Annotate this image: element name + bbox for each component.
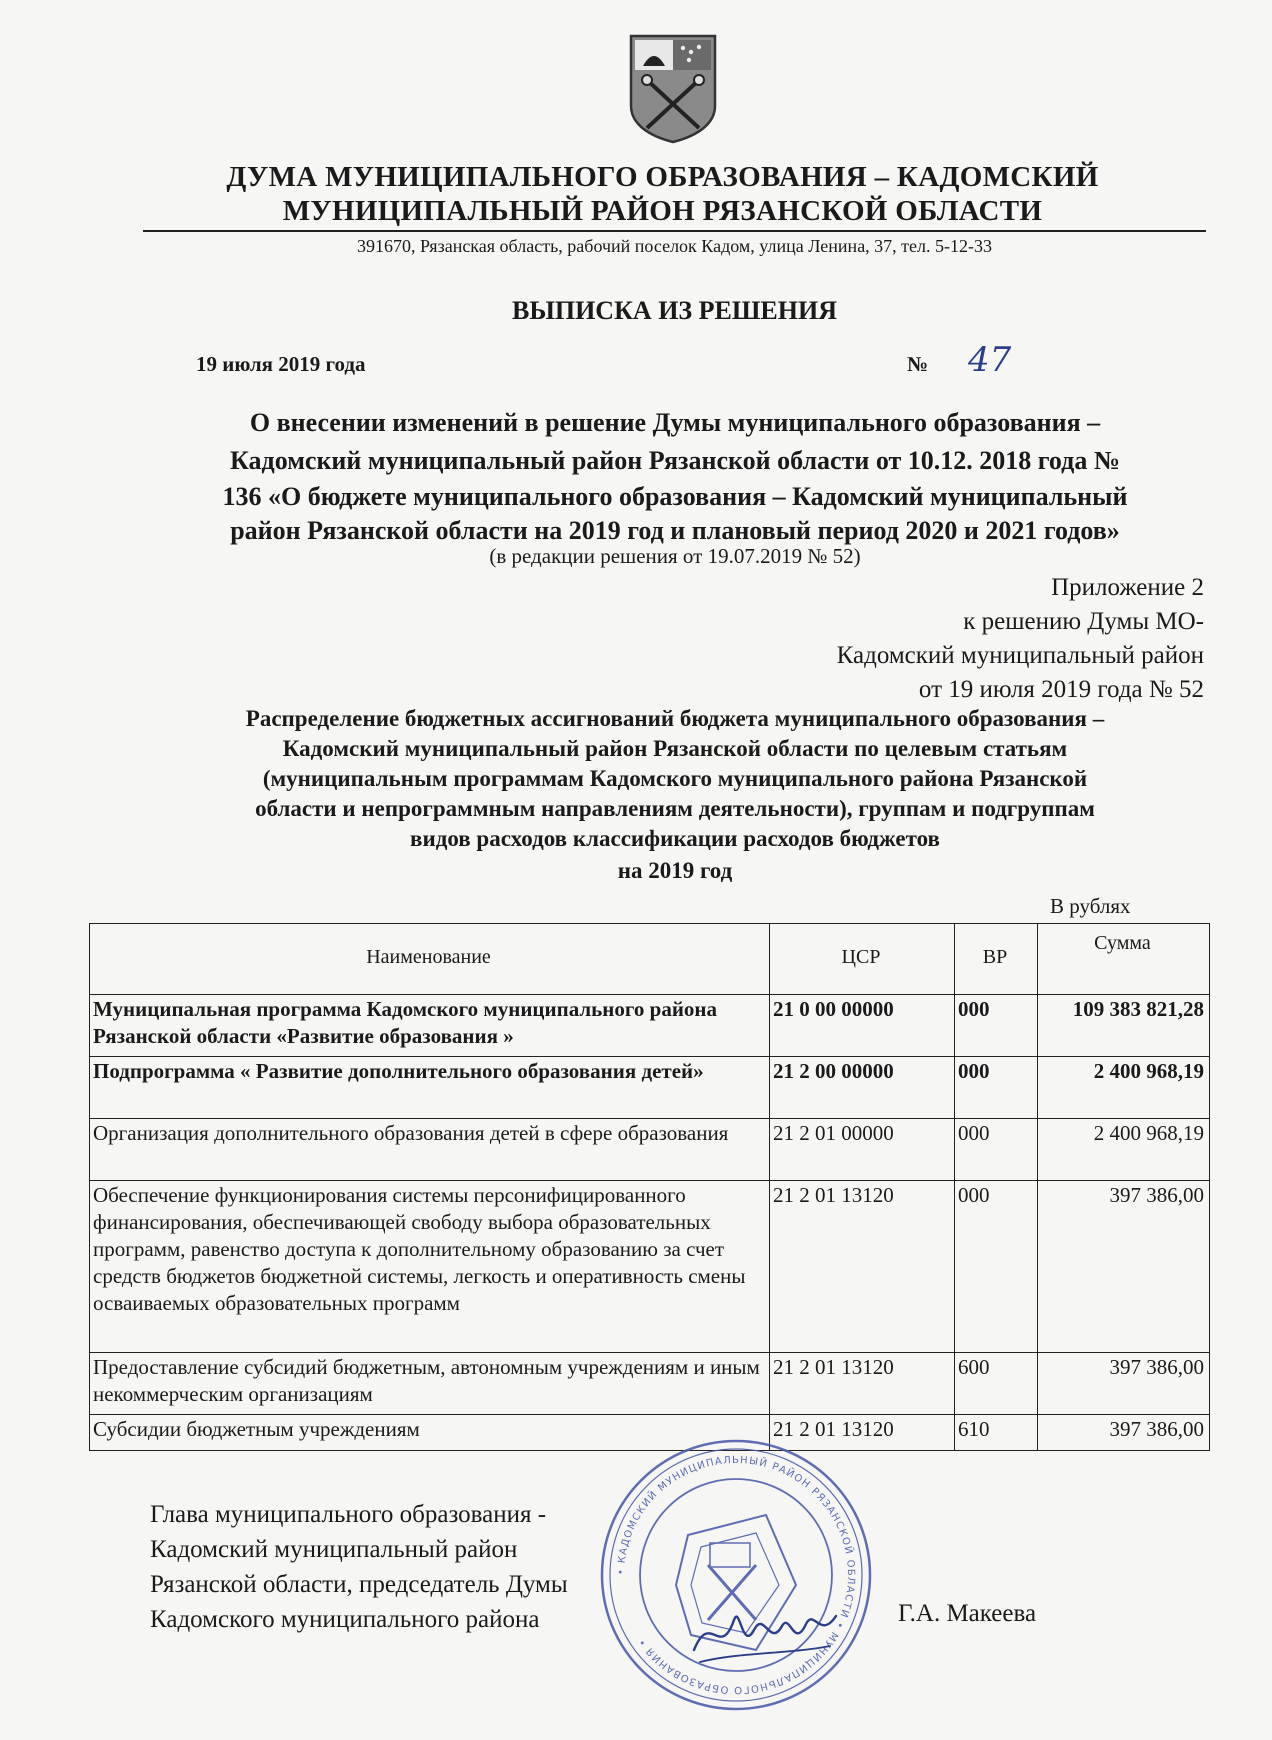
column-header-name: Наименование bbox=[90, 924, 770, 995]
document-type: ВЫПИСКА ИЗ РЕШЕНИЯ bbox=[511, 296, 837, 325]
document-number-label: № bbox=[907, 352, 929, 376]
subject-line-4: район Рязанской области на 2019 год и плановый период 2020 и 2021 годов» bbox=[230, 516, 1120, 545]
cell-sum: 2 400 968,19 bbox=[1038, 1119, 1210, 1181]
cell-sum: 2 400 968,19 bbox=[1038, 1057, 1210, 1119]
appendix-line-2: к решению Думы МО- bbox=[963, 608, 1204, 635]
org-title-line-1: ДУМА МУНИЦИПАЛЬНОГО ОБРАЗОВАНИЯ – КАДОМСКИЙ bbox=[226, 161, 1099, 193]
cell-vr: 000 bbox=[955, 1057, 1038, 1119]
cell-vr: 600 bbox=[955, 1353, 1038, 1415]
table-header-row bbox=[90, 924, 1210, 995]
column-header-csr: ЦСР bbox=[770, 924, 955, 995]
document-date: 19 июля 2019 года bbox=[196, 352, 366, 376]
cell-csr: 21 0 00 00000 bbox=[770, 995, 955, 1057]
cell-vr: 610 bbox=[955, 1415, 1038, 1451]
subject-line-1: О внесении изменений в решение Думы муниципального образования – bbox=[249, 408, 1101, 437]
header-divider bbox=[143, 230, 1206, 232]
table-title-line-5: видов расходов классификации расходов бюджетов bbox=[410, 826, 940, 851]
cell-csr: 21 2 01 13120 bbox=[770, 1181, 955, 1353]
cell-name: Муниципальная программа Кадомского муниципального района Рязанской области «Развитие образования » bbox=[90, 995, 770, 1057]
table-row bbox=[90, 1181, 1210, 1353]
cell-name: Обеспечение функционирования системы персонифицированного финансирования, обеспечивающей свободу выбора образовательных программ, равенство доступа к дополнительному образованию за счет средств бюджетов бюджетной системы, легкость и оперативность смены осваиваемых образовательных программ bbox=[90, 1181, 770, 1353]
table-title-line-2: Кадомский муниципальный район Рязанской области по целевым статьям bbox=[282, 736, 1068, 761]
cell-name: Подпрограмма « Развитие дополнительного образования детей» bbox=[90, 1057, 770, 1119]
table-title-line-3: (муниципальным программам Кадомского муниципального района Рязанской bbox=[262, 766, 1088, 791]
table-row bbox=[90, 1057, 1210, 1119]
appendix-line-3: Кадомский муниципальный район bbox=[836, 642, 1204, 669]
document-number-handwritten: 47 bbox=[968, 340, 1012, 380]
signer-title-line-3: Рязанской области, председатель Думы bbox=[150, 1571, 568, 1598]
column-header-vr: ВР bbox=[955, 924, 1038, 995]
cell-vr: 000 bbox=[955, 1181, 1038, 1353]
signer-name: Г.А. Макеева bbox=[898, 1600, 1037, 1627]
table-title-line-6: на 2019 год bbox=[617, 858, 733, 883]
cell-sum: 109 383 821,28 bbox=[1038, 995, 1210, 1057]
table-title-line-4: области и непрограммным направлениям деятельности), группам и подгруппам bbox=[255, 796, 1095, 821]
cell-sum: 397 386,00 bbox=[1038, 1353, 1210, 1415]
cell-vr: 000 bbox=[955, 1119, 1038, 1181]
handwritten-signature-icon bbox=[690, 1590, 840, 1670]
cell-sum: 397 386,00 bbox=[1038, 1181, 1210, 1353]
budget-allocation-table bbox=[89, 923, 1210, 1451]
signer-title-line-2: Кадомский муниципальный район bbox=[150, 1536, 518, 1563]
subject-line-3: 136 «О бюджете муниципального образования – Кадомский муниципальный bbox=[222, 482, 1128, 511]
cell-name: Организация дополнительного образования детей в сфере образования bbox=[90, 1119, 770, 1181]
table-title-line-1: Распределение бюджетных ассигнований бюджета муниципального образования – bbox=[245, 706, 1105, 731]
unit-label: В рублях bbox=[1050, 894, 1131, 918]
appendix-line-1: Приложение 2 bbox=[1051, 574, 1204, 601]
stamp-ring-text: • КАДОМСКИЙ МУНИЦИПАЛЬНЫЙ РАЙОН РЯЗАНСКОЙ ОБЛАСТИ • МУНИЦИПАЛЬНОГО ОБРАЗОВАНИЯ • bbox=[615, 1454, 857, 1696]
org-address: 391670, Рязанская область, рабочий поселок Кадом, улица Ленина, 37, тел. 5-12-33 bbox=[356, 236, 993, 256]
cell-vr: 000 bbox=[955, 995, 1038, 1057]
table-row bbox=[90, 1353, 1210, 1415]
cell-csr: 21 2 00 00000 bbox=[770, 1057, 955, 1119]
subject-note: (в редакции решения от 19.07.2019 № 52) bbox=[489, 544, 861, 568]
table-row bbox=[90, 995, 1210, 1057]
table-row bbox=[90, 1119, 1210, 1181]
cell-name: Субсидии бюджетным учреждениям bbox=[90, 1415, 770, 1451]
official-stamp-icon bbox=[596, 1435, 876, 1715]
cell-name: Предоставление субсидий бюджетным, автономным учреждениям и иным некоммерческим организациям bbox=[90, 1353, 770, 1415]
appendix-line-4: от 19 июля 2019 года № 52 bbox=[918, 676, 1204, 703]
org-title-line-2: МУНИЦИПАЛЬНЫЙ РАЙОН РЯЗАНСКОЙ ОБЛАСТИ bbox=[282, 195, 1043, 227]
column-header-sum: Сумма bbox=[1038, 924, 1210, 995]
cell-csr: 21 2 01 13120 bbox=[770, 1415, 955, 1451]
cell-csr: 21 2 01 13120 bbox=[770, 1353, 955, 1415]
signer-title-line-1: Глава муниципального образования - bbox=[150, 1501, 547, 1528]
subject-line-2: Кадомский муниципальный район Рязанской области от 10.12. 2018 года № bbox=[230, 446, 1120, 475]
coat-of-arms-icon bbox=[627, 32, 719, 144]
cell-csr: 21 2 01 00000 bbox=[770, 1119, 955, 1181]
signer-title-line-4: Кадомского муниципального района bbox=[150, 1606, 540, 1633]
cell-sum: 397 386,00 bbox=[1038, 1415, 1210, 1451]
